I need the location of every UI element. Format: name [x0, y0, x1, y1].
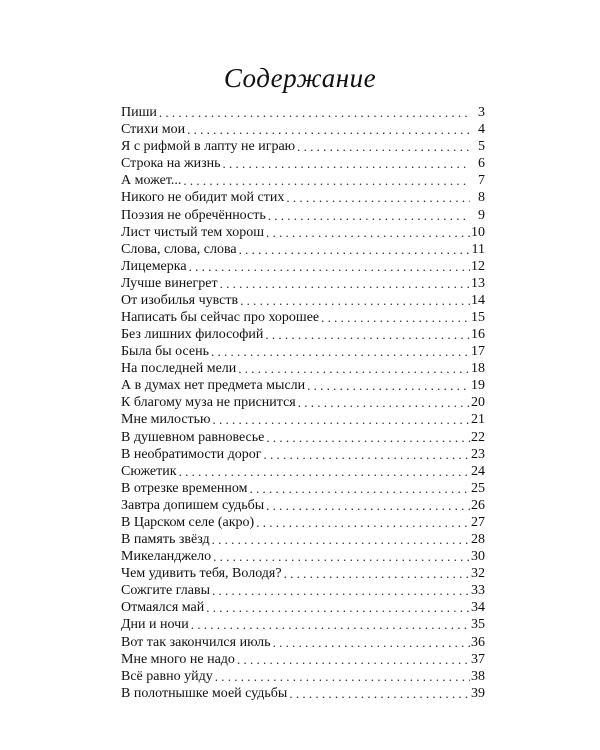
toc-entry-title: Никого не обидит мой стих — [121, 190, 285, 206]
toc-page-number: 7 — [478, 173, 485, 189]
toc-entry-title: Сожгите главы — [121, 583, 210, 599]
dot-leader — [268, 208, 470, 223]
toc-entry — [121, 343, 485, 360]
dot-leader — [212, 532, 470, 547]
toc-entry — [121, 206, 485, 223]
toc-page-number: 14 — [471, 292, 485, 308]
toc-page-number: 34 — [471, 600, 485, 616]
toc-page-number: 18 — [471, 361, 485, 377]
toc-entry-title: К благому муза не приснится — [121, 395, 296, 411]
toc-page-number: 26 — [471, 497, 485, 513]
toc-page-number: 25 — [471, 480, 485, 496]
toc-page-number: 12 — [471, 258, 485, 274]
toc-page-number: 13 — [471, 275, 485, 291]
toc-entry-title: Лучше винегрет — [121, 275, 218, 291]
toc-entry — [121, 616, 485, 633]
toc-entry-title: В отрезке временном — [121, 480, 248, 496]
toc-entry-title: В полотнышке моей судьбы — [121, 685, 288, 701]
toc-entry — [121, 565, 485, 582]
dot-leader — [220, 276, 470, 291]
dot-leader — [239, 242, 470, 257]
toc-page-number: 37 — [471, 651, 485, 667]
toc-entry-title: А может... — [121, 173, 182, 189]
toc-entry-title: Пиши — [121, 105, 157, 121]
dot-leader — [264, 447, 470, 462]
dot-leader — [206, 600, 470, 615]
dot-leader — [266, 430, 470, 445]
toc-entry-title: Стихи мои — [121, 122, 186, 138]
toc-entry-title: Поэзия не обречённость — [121, 207, 266, 223]
dot-leader — [265, 327, 470, 342]
toc-page-number: 35 — [471, 617, 485, 633]
toc-entry-title: Без лишних философий — [121, 327, 264, 343]
page-title: Содержание — [223, 63, 377, 93]
toc-page-number: 9 — [478, 207, 485, 223]
toc-entry — [121, 258, 485, 275]
dot-leader — [159, 105, 470, 120]
dot-leader — [284, 566, 470, 581]
dot-leader — [187, 122, 470, 137]
dot-leader — [213, 549, 470, 564]
toc-page-number: 3 — [478, 105, 485, 121]
toc-entry-title: В Царском селе (акро) — [121, 514, 255, 530]
toc-entry — [121, 241, 485, 258]
dot-leader — [238, 361, 470, 376]
dot-leader — [212, 583, 470, 598]
dot-leader — [307, 378, 470, 393]
toc-entry — [121, 446, 485, 463]
toc-page-number: 30 — [471, 549, 485, 565]
toc-page-number: 36 — [471, 634, 485, 650]
toc-entry-title: Микеланджело — [121, 549, 212, 565]
toc-page-number: 15 — [471, 310, 485, 326]
toc-page-number: 16 — [471, 327, 485, 343]
toc-entry — [121, 394, 485, 411]
toc-page-number: 19 — [471, 378, 485, 394]
toc-entry-title: Чем удивить тебя, Володя? — [121, 566, 282, 582]
table-of-contents — [121, 104, 485, 702]
toc-entry — [121, 685, 485, 702]
toc-page-number: 27 — [471, 514, 485, 530]
toc-entry — [121, 224, 485, 241]
toc-entry-title: Слова, слова, слова — [121, 241, 237, 257]
dot-leader — [286, 190, 470, 205]
dot-leader — [266, 498, 470, 513]
toc-entry — [121, 548, 485, 565]
toc-entry — [121, 138, 485, 155]
toc-entry-title: В память звёзд — [121, 532, 210, 548]
toc-page-number: 11 — [471, 241, 485, 257]
toc-entry — [121, 189, 485, 206]
dot-leader — [256, 515, 470, 530]
toc-entry-title: Лицемерка — [121, 258, 187, 274]
toc-entry-title: Была бы осень — [121, 344, 209, 360]
toc-page-number: 32 — [471, 566, 485, 582]
toc-entry-title: Отмаялся май — [121, 600, 205, 616]
dot-leader — [237, 652, 470, 667]
dot-leader — [223, 156, 470, 171]
dot-leader — [273, 635, 470, 650]
toc-entry — [121, 497, 485, 514]
dot-leader — [213, 412, 470, 427]
toc-entry-title: Сюжетик — [121, 463, 177, 479]
toc-page-number: 22 — [471, 429, 485, 445]
dot-leader — [211, 344, 470, 359]
toc-entry — [121, 428, 485, 445]
toc-entry-title: От изобилья чувств — [121, 292, 239, 308]
toc-entry — [121, 155, 485, 172]
toc-entry — [121, 377, 485, 394]
dot-leader — [321, 310, 470, 325]
toc-entry-title: Мне много не надо — [121, 651, 235, 667]
toc-entry — [121, 651, 485, 668]
toc-entry-title: Дни и ночи — [121, 617, 189, 633]
toc-entry-title: В необратимости дорог — [121, 446, 262, 462]
toc-entry — [121, 326, 485, 343]
toc-page-number: 39 — [471, 685, 485, 701]
toc-entry — [121, 172, 485, 189]
toc-entry — [121, 121, 485, 138]
toc-entry — [121, 531, 485, 548]
dot-leader — [298, 395, 470, 410]
toc-entry-title: На последней мели — [121, 361, 237, 377]
toc-page-number: 10 — [471, 224, 485, 240]
toc-entry — [121, 275, 485, 292]
toc-page-number: 5 — [478, 139, 485, 155]
dot-leader — [189, 259, 470, 274]
toc-entry-title: Мне милостью — [121, 412, 211, 428]
toc-entry — [121, 360, 485, 377]
toc-entry-title: Лист чистый тем хорош — [121, 224, 265, 240]
toc-entry — [121, 309, 485, 326]
toc-entry — [121, 292, 485, 309]
toc-page-number: 20 — [471, 395, 485, 411]
toc-page-number: 33 — [471, 583, 485, 599]
toc-entry-title: Я с рифмой в лапту не играю — [121, 139, 296, 155]
toc-entry-title: Строка на жизнь — [121, 156, 221, 172]
dot-leader — [240, 293, 470, 308]
toc-entry-title: Написать бы сейчас про хорошее — [121, 310, 320, 326]
toc-page-number: 6 — [478, 156, 485, 172]
toc-entry-title: Завтра допишем судьбы — [121, 497, 265, 513]
toc-entry — [121, 582, 485, 599]
dot-leader — [266, 225, 470, 240]
toc-page-number: 24 — [471, 463, 485, 479]
toc-entry — [121, 633, 485, 650]
toc-page-number: 17 — [471, 344, 485, 360]
toc-entry-title: В душевном равновесье — [121, 429, 265, 445]
toc-page-number: 38 — [471, 668, 485, 684]
dot-leader — [250, 481, 471, 496]
dot-leader — [183, 173, 470, 188]
toc-entry-title: А в думах нет предмета мысли — [121, 378, 306, 394]
toc-page-number: 4 — [478, 122, 485, 138]
toc-page-number: 21 — [471, 412, 485, 428]
dot-leader — [215, 669, 470, 684]
toc-entry — [121, 514, 485, 531]
toc-entry — [121, 104, 485, 121]
toc-entry — [121, 668, 485, 685]
dot-leader — [191, 617, 470, 632]
toc-entry-title: Вот так закончился июль — [121, 634, 271, 650]
toc-page-number: 28 — [471, 532, 485, 548]
dot-leader — [179, 464, 470, 479]
toc-entry — [121, 599, 485, 616]
dot-leader — [297, 139, 470, 154]
toc-entry — [121, 411, 485, 428]
toc-entry-title: Всё равно уйду — [121, 668, 213, 684]
toc-entry — [121, 480, 485, 497]
toc-page-number: 23 — [471, 446, 485, 462]
toc-page-number: 8 — [478, 190, 485, 206]
toc-entry — [121, 463, 485, 480]
dot-leader — [289, 686, 470, 701]
